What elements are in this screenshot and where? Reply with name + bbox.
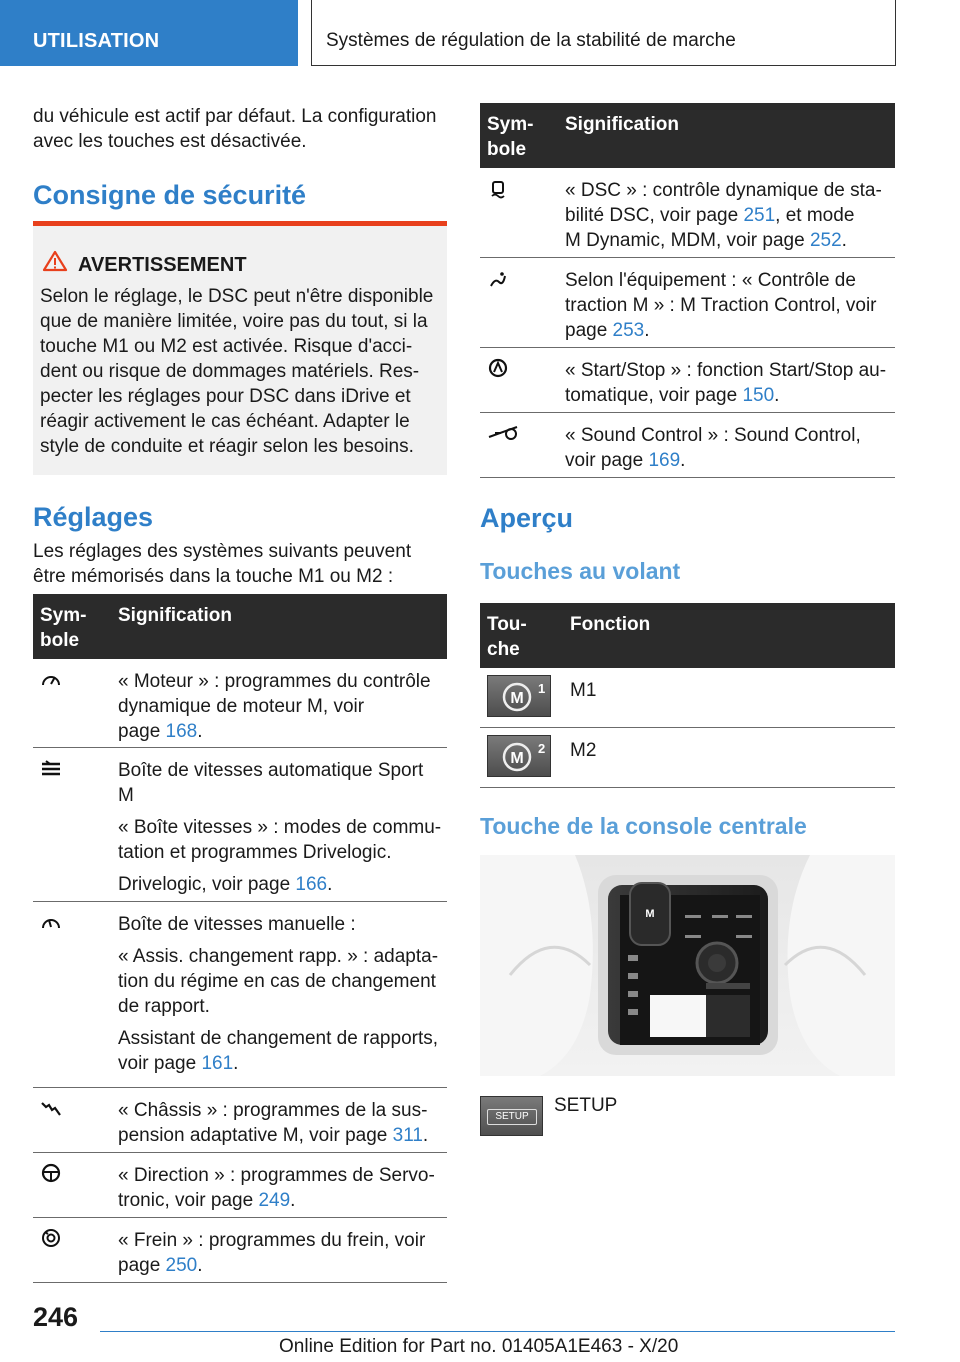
intro-text: du véhicule est actif par défaut. La configuration avec les touches est désactivée. — [33, 106, 437, 152]
table-row: Selon l'équipement : « Contrôle de traction M » : M Traction Control, voir page 253. — [480, 258, 895, 348]
svg-text:1: 1 — [538, 681, 546, 696]
table-row: Boîte de vitesses manuelle : « Assis. changement rapp. » : adapta- tion du régime en cas de changement de rapport. Assistant de changement de rapports, voir page 161. — [33, 902, 447, 1088]
chapter-box — [311, 0, 896, 66]
chapter-title: Systèmes de régulation de la stabilité de marche — [326, 30, 736, 51]
svg-text:M: M — [510, 750, 524, 767]
sound-control-icon — [487, 423, 523, 443]
dsc-car-icon — [487, 180, 509, 200]
page-link[interactable]: 166 — [295, 874, 328, 895]
warning-text: Selon le réglage, le DSC peut n'être disponible que de manière limitée, voire pas du tout, si la touche M1 ou M2 est activée. Risque d'acci- dent ou risque de dommages matériels. Res- pecter les réglages pour DSC dans iDrive et réagir activement le cas échéant. Adapter le style de conduite et réagir selon les besoins. — [40, 286, 434, 457]
brake-disc-icon — [40, 1228, 62, 1248]
section-title: UTILISATION — [33, 30, 160, 52]
table-row — [480, 668, 895, 728]
footer-divider — [100, 1331, 895, 1332]
settings-heading: Réglages — [33, 502, 154, 532]
center-console-image — [480, 855, 895, 1076]
table-row — [480, 728, 895, 788]
table-row: « Moteur » : programmes du contrôle dynamique de moteur M, voir page 168. — [33, 659, 447, 748]
table-row: Boîte de vitesses automatique Sport M « Boîte vitesses » : modes de commu- tation et programmes Drivelogic. Drivelogic, voir page 166. — [33, 748, 447, 902]
key-function: M2 — [570, 740, 597, 761]
suspension-icon — [40, 1100, 62, 1118]
keys-table — [480, 603, 895, 788]
table-row: « Sound Control » : Sound Control, voir page 169. — [480, 413, 895, 478]
table-header: Sym- bole Signification — [480, 103, 895, 168]
table-row: « Frein » : programmes du frein, voir page 250. — [33, 1218, 447, 1283]
table-row: « Châssis » : programmes de la sus- pension adaptative M, voir page 311. — [33, 1088, 447, 1153]
page-link[interactable]: 250 — [165, 1255, 198, 1276]
transmission-lines-icon — [40, 760, 62, 778]
page-link[interactable]: 252 — [809, 230, 842, 251]
svg-text:M: M — [510, 690, 524, 707]
setup-button-icon: SETUP — [480, 1096, 543, 1136]
steering-wheel-icon — [40, 1163, 62, 1183]
section-tab — [0, 0, 298, 66]
page-link[interactable]: 161 — [201, 1053, 234, 1074]
console-key-heading: Touche de la console centrale — [480, 813, 807, 839]
steering-keys-heading: Touches au volant — [480, 558, 681, 584]
svg-text:2: 2 — [538, 741, 546, 756]
shift-gauge-icon — [40, 914, 62, 932]
m1-button-icon — [487, 675, 551, 717]
table-header: Sym- bole Signification — [33, 594, 447, 659]
start-stop-icon — [487, 358, 509, 378]
page-link[interactable]: 251 — [743, 205, 776, 226]
footer-edition: Online Edition for Part no. 01405A1E463 - X/20 — [279, 1336, 679, 1357]
table-header: Tou- che Fonction — [480, 603, 895, 668]
settings-intro: Les réglages des systèmes suivants peuvent être mémorisés dans la touche M1 ou M2 : — [33, 541, 412, 587]
key-function: M1 — [570, 680, 597, 701]
setup-label: SETUP — [554, 1095, 618, 1116]
warning-triangle-icon — [42, 250, 68, 272]
page-link[interactable]: 169 — [648, 450, 681, 471]
traction-icon — [487, 270, 509, 290]
page-link[interactable]: 311 — [392, 1125, 423, 1146]
table-row: « Start/Stop » : fonction Start/Stop au- tomatique, voir page 150. — [480, 348, 895, 413]
engine-gauge-icon — [40, 671, 62, 689]
symbols-table — [480, 103, 895, 478]
overview-heading: Aperçu — [480, 503, 574, 533]
safety-heading: Consigne de sécurité — [33, 180, 307, 210]
page-link[interactable]: 249 — [258, 1190, 291, 1211]
settings-table — [33, 594, 447, 1283]
m2-button-icon — [487, 735, 551, 777]
page-number: 246 — [33, 1302, 79, 1332]
warning-box — [33, 221, 447, 475]
page-link[interactable]: 253 — [612, 320, 645, 341]
svg-text:M: M — [645, 908, 655, 920]
warning-title: AVERTISSEMENT — [78, 254, 247, 276]
page-link[interactable]: 150 — [742, 385, 775, 406]
page-link[interactable]: 168 — [165, 721, 198, 742]
table-row: « DSC » : contrôle dynamique de sta- bilité DSC, voir page 251, et mode M Dynamic, MDM, voir page 252. — [480, 168, 895, 258]
table-row: « Direction » : programmes de Servo- tronic, voir page 249. — [33, 1153, 447, 1218]
